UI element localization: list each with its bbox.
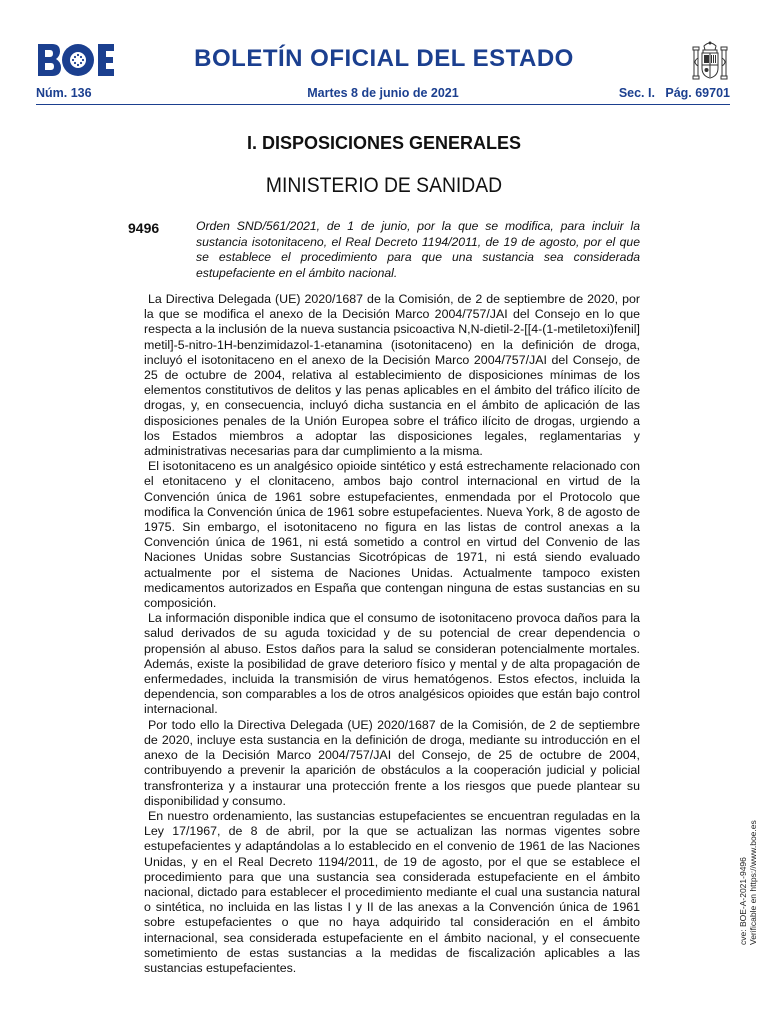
paragraph: Por todo ello la Directiva Delegada (UE) 2020/1687 de la Comisión, de 2 de septiembre de 2020, incluye esta sustancia en la definición de droga, mediante su introducción en el anexo de la Decisión Marco 2004/757/JAI del Consejo, de 25 de octubre de 2004, contribuyendo a prevenir la aparición de obstáculos a la cooperación judicial y policial transfronteriza y a instaurar una protección frente a los riesgos que puede plantear su disponibilidad y consumo. — [144, 717, 640, 808]
order-title: Orden SND/561/2021, de 1 de junio, por la que se modifica, para incluir la sustancia isotonitaceno, el Real Decreto 1194/2011, de 19 de agosto, por el que se establece el procedimiento para que una sustancia sea considerada estupefaciente en el ámbito nacional. — [196, 219, 640, 280]
issue-number: Núm. 136 — [36, 86, 92, 100]
paragraph: El isotonitaceno es un analgésico opioide sintético y está estrechamente relacionado con el etonitaceno y el clonitaceno, ambos bajo control internacional en virtud de la Convención única de 1961 sobre estupefacientes, enmendada por el Protocolo que modifica la Convención única de 1961 sobre estupefacientes. Nueva York, 8 de agosto de 1975. Sin embargo, el isotonitaceno no figura en las listas de control anexas a la Convención única de 1961, ni está sometido a control en virtud del Convenio de las Naciones Unidas sobre Sustancias Sicotrópicas de 1971, ni está siendo evaluado actualmente por el sistema de Naciones Unidas. Actualmente tampoco existen medicamentos autorizados en España que contengan ninguna de estas sustancias en su composición. — [144, 459, 640, 611]
gazette-title: BOLETÍN OFICIAL DEL ESTADO — [194, 45, 574, 72]
order-number: 9496 — [128, 220, 160, 236]
section-page: Sec. I. Pág. 69701 — [618, 86, 730, 100]
cve-code: cve: BOE-A-2021-9496 — [738, 857, 748, 945]
gazette-header-info — [36, 84, 730, 104]
section-title: I. DISPOSICIONES GENERALES — [246, 133, 522, 153]
document-body — [144, 292, 640, 976]
verify-link[interactable]: Verificable en https://www.boe.es — [748, 820, 758, 945]
issue-date: Martes 8 de junio de 2021 — [307, 86, 459, 100]
spain-coat-of-arms-icon — [690, 38, 730, 84]
paragraph: En nuestro ordenamiento, las sustancias estupefacientes se encuentran reguladas en la Ley 17/1967, de 8 de abril, por la que se actualizan las normas vigentes sobre estupefacientes y adaptándolas a lo establecido en el convenio de 1961 de las Naciones Unidas, y en el Real Decreto 1194/2011, de 19 de agosto, por el que se establece el procedimiento para que una sustancia sea considerada estupefaciente en el ámbito nacional, dictado para establecer el procedimiento mediante el cual una sustancia natural o sintética, no incluida en las listas I y II de las anexas a la Convención única de 1961 sobre estupefacientes o que no haya adquirido tal consideración en el ámbito internacional, sea considerada estupefaciente en el ámbito nacional, y el consecuente sometimiento de estas sustancias a la medidas de fiscalización aplicables a las sustancias estupefacientes. — [144, 808, 640, 975]
cve-side-note — [738, 805, 758, 945]
header-divider — [36, 104, 730, 105]
paragraph: La Directiva Delegada (UE) 2020/1687 de la Comisión, de 2 de septiembre de 2020, por la que se modifica el anexo de la Decisión Marco 2004/757/JAI del Consejo en lo que respecta a la inclusión de la nueva sustancia psicoactiva N,N-dietil-2-[[4-(1-metiletoxi)fenil] metil]-5-nitro-1H-benzimidazol-1-etanamina (isotonitaceno) en la definición de droga, incluyó el isotonitaceno en el anexo de la Decisión Marco 2004/757/JAI del Consejo, de 25 de octubre de 2004, relativa al establecimiento de disposiciones mínimas de los elementos constitutivos de delitos y las penas aplicables en el ámbito del tráfico ilícito de drogas, y, en consecuencia, incluyó dicha sustancia en el ámbito de aplicación de las disposiciones penales de la Unión Europea sobre el tráfico ilícito de drogas, urgiendo a los Estados miembros a adoptar las disposiciones legales, reglamentarias y administrativas necesarias para dar cumplimiento a la misma. — [144, 292, 640, 459]
paragraph: La información disponible indica que el consumo de isotonitaceno provoca daños para la salud derivados de su aguda toxicidad y de su potencial de crear dependencia o propensión al abuso. Estos daños para la salud se consideran potencialmente mortales. Además, existe la posibilidad de grave deterioro físico y mental y de alta propagación de enfermedades, incluida la transmisión de virus hematógenos. Estos efectos, incluida la dependencia, son comparables a los de otros analgésicos opioides que están bajo control internacional. — [144, 611, 640, 717]
ministry-title: MINISTERIO DE SANIDAD — [265, 174, 503, 197]
